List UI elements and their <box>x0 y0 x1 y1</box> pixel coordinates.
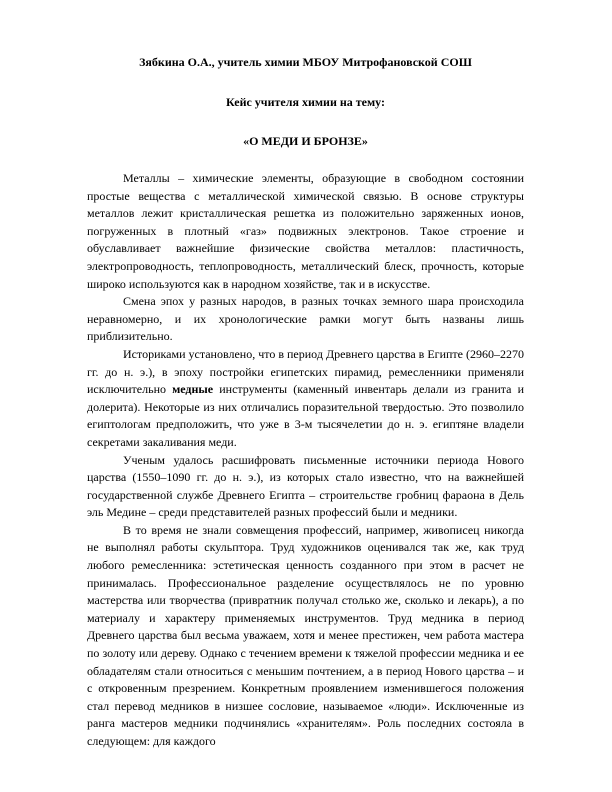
paragraph-metals: Металлы – химические элементы, образующие в свободном состоянии простые вещества с металлической химической связью. В основе структуры металлов лежит кристаллическая решетка из положительно заряженных ионов, погруженных в плотный «газ» подвижных электронов. Такое строение и обуславливает важнейшие физические свойства металлов: пластичность, электропроводность, теплопроводность, металлический блеск, прочность, которые широко используются как в народном хозяйстве, так и в искусстве. <box>87 171 524 291</box>
paragraph-new-kingdom: Ученым удалось расшифровать письменные источники периода Нового царства (1550–1090 гг. до н. э.), из которых стало известно, что на важнейшей государственной службе Древнего Египта – строительстве гробниц фараона в Дель эль Медине – среди представителей разных профессий были и медники. <box>87 452 524 520</box>
emphasis-copper: медные <box>172 382 214 397</box>
document-content <box>87 54 524 751</box>
paragraph-professions: В то время не знали совмещения профессий, например, живописец никогда не выполнял работы скульптора. Труд художников оценивался так же, как труд любого ремесленника: эстетическая ценность созданного при этом в расчет не принималась. Профессиональное разделение осуществлялось не по уровню мастерства или творчества (привратник получал столько же, сколько и лекарь), а по материалу и характеру применяемых инструментов. Труд медника в период Древнего царства был весьма уважаем, хотя и менее престижен, чем работа мастера по золоту или дереву. Однако с течением времени к тяжелой профессии медника и ее обладателям стали относиться с меньшим почтением, а в период Нового царства – и с откровенным презрением. Конкретным проявлением изменившегося положения стал перевод медников в низшее сословие, называемое «люди». Исключенные из ранга мастеров медники подчинялись «хранителям». Роль последних состояла в следующем: для каждого <box>87 522 524 748</box>
case-label: Кейс учителя химии на тему: <box>226 95 385 109</box>
paragraph-old-kingdom <box>87 346 524 452</box>
paragraph-old-kingdom-end: инструменты (каменный инвентарь делали из гранита и долерита). Некоторые из них отличались поразительной твердостью. Это позволило египтологам предположить, что уже в 3-м тысячелетии до н. э. египтяне владели секретами закаливания меди. <box>87 382 524 449</box>
author-line: Зябкина О.А., учитель химии МБОУ Митрофановской СОШ <box>139 55 472 69</box>
body-text <box>87 170 524 751</box>
paragraph-old-kingdom-start: Историками установлено, что в период Древнего царства в Египте (2960–2270 гг. до н. э.), в эпоху постройки египетских пирамид, ремесленники применяли исключительно <box>87 346 524 397</box>
document-title: «О МЕДИ И БРОНЗЕ» <box>243 134 368 148</box>
paragraph-epochs: Смена эпох у разных народов, в разных точках земного шара происходила неравномерно, и их хронологические рамки могут быть названы лишь приблизительно. <box>87 294 524 344</box>
